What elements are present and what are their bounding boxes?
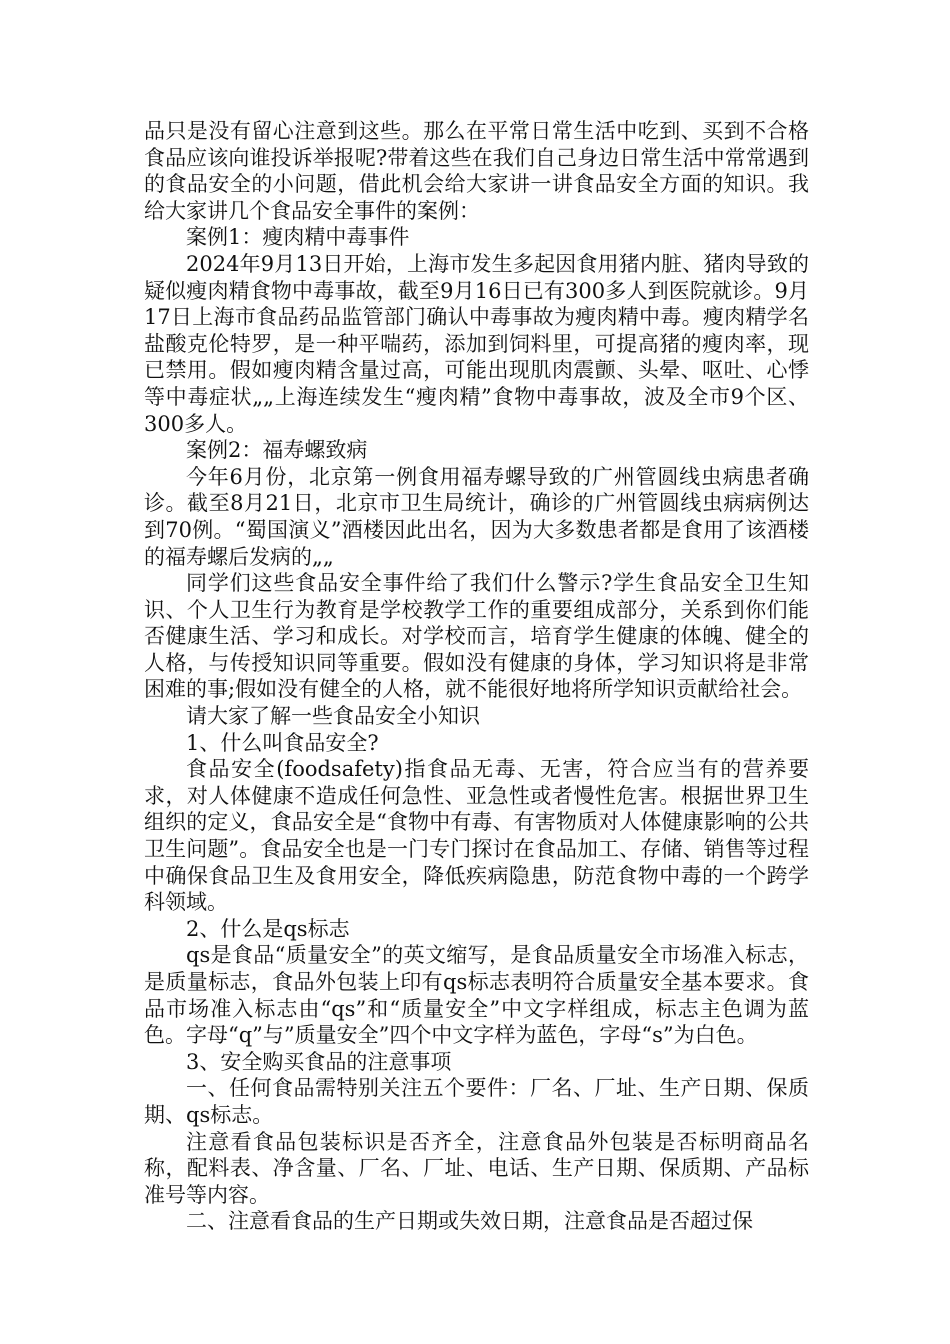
paragraph-tip-1: 一、任何食品需特别关注五个要件：厂名、厂址、生产日期、保质期、qs标志。 (144, 1076, 809, 1127)
heading-knowledge: 请大家了解一些食品安全小知识 (186, 704, 480, 729)
document-page (144, 118, 809, 1235)
heading-case-2: 案例2：福寿螺致病 (186, 438, 368, 463)
paragraph-case-1: 2024年9月13日开始，上海市发生多起因食用猪内脏、猪肉导致的疑似瘦肉精食物中毒事故，截至9月16日已有300多人到医院就诊。9月17日上海市食品药品监管部门确认中毒事故为瘦肉精中毒。瘦肉精学名盐酸克伦特罗，是一种平喘药，添加到饲料里，可提高猪的瘦肉率，现已禁用。假如瘦肉精含量过高，可能出现肌肉震颤、头晕、呕吐、心悸等中毒症状„„上海连续发生“瘦肉精”食物中毒事故，波及全市9个区、300多人。 (144, 251, 809, 436)
paragraph-intro: 品只是没有留心注意到这些。那么在平常日常生活中吃到、买到不合格食品应该向谁投诉举报呢?带着这些在我们自己身边日常生活中常常遇到的食品安全的小问题，借此机会给大家讲一讲食品安全方面的知识。我给大家讲几个食品安全事件的案例： (144, 119, 809, 223)
heading-case-1: 案例1：瘦肉精中毒事件 (186, 225, 410, 250)
paragraph-warning: 同学们这些食品安全事件给了我们什么警示?学生食品安全卫生知识、个人卫生行为教育是学校教学工作的重要组成部分，关系到你们能否健康生活、学习和成长。对学校而言，培育学生健康的体魄、健全的人格，与传授知识同等重要。假如没有健康的身体，学习知识将是非常困难的事;假如没有健全的人格，就不能很好地将所学知识贡献给社会。 (144, 571, 809, 702)
paragraph-food-safety-definition: 食品安全(foodsafety)指食品无毒、无害，符合应当有的营养要求，对人体健康不造成任何急性、亚急性或者慢性危害。根据世界卫生组织的定义，食品安全是“食物中有毒、有害物质对人体健康影响的公共卫生问题”。食品安全也是一门专门探讨在食品加工、存储、销售等过程中确保食品卫生及食用安全，降低疾病隐患，防范食物中毒的一个跨学科领域。 (144, 757, 809, 915)
paragraph-tip-1-detail: 注意看食品包装标识是否齐全，注意食品外包装是否标明商品名称，配料表、净含量、厂名、厂址、电话、生产日期、保质期、产品标准号等内容。 (144, 1129, 809, 1207)
heading-purchase-tips: 3、安全购买食品的注意事项 (186, 1049, 452, 1074)
paragraph-case-2: 今年6月份，北京第一例食用福寿螺导致的广州管圆线虫病患者确诊。截至8月21日，北京市卫生局统计，确诊的广州管圆线虫病病例达到70例。“蜀国演义”酒楼因此出名，因为大多数患者都是食用了该酒楼的福寿螺后发病的„„ (144, 464, 809, 569)
heading-qs-mark: 2、什么是qs标志 (186, 916, 350, 941)
paragraph-qs-mark: qs是食品“质量安全”的英文缩写，是食品质量安全市场准入标志，是质量标志，食品外包装上印有qs标志表明符合质量安全基本要求。食品市场准入标志由“qs”和“质量安全”中文字样组成，标志主色调为蓝色。字母“q”与”质量安全”四个中文字样为蓝色，字母“s”为白色。 (144, 943, 809, 1048)
heading-what-is-food-safety: 1、什么叫食品安全? (186, 730, 379, 755)
paragraph-tip-2: 二、注意看食品的生产日期或失效日期，注意食品是否超过保 (186, 1209, 753, 1234)
